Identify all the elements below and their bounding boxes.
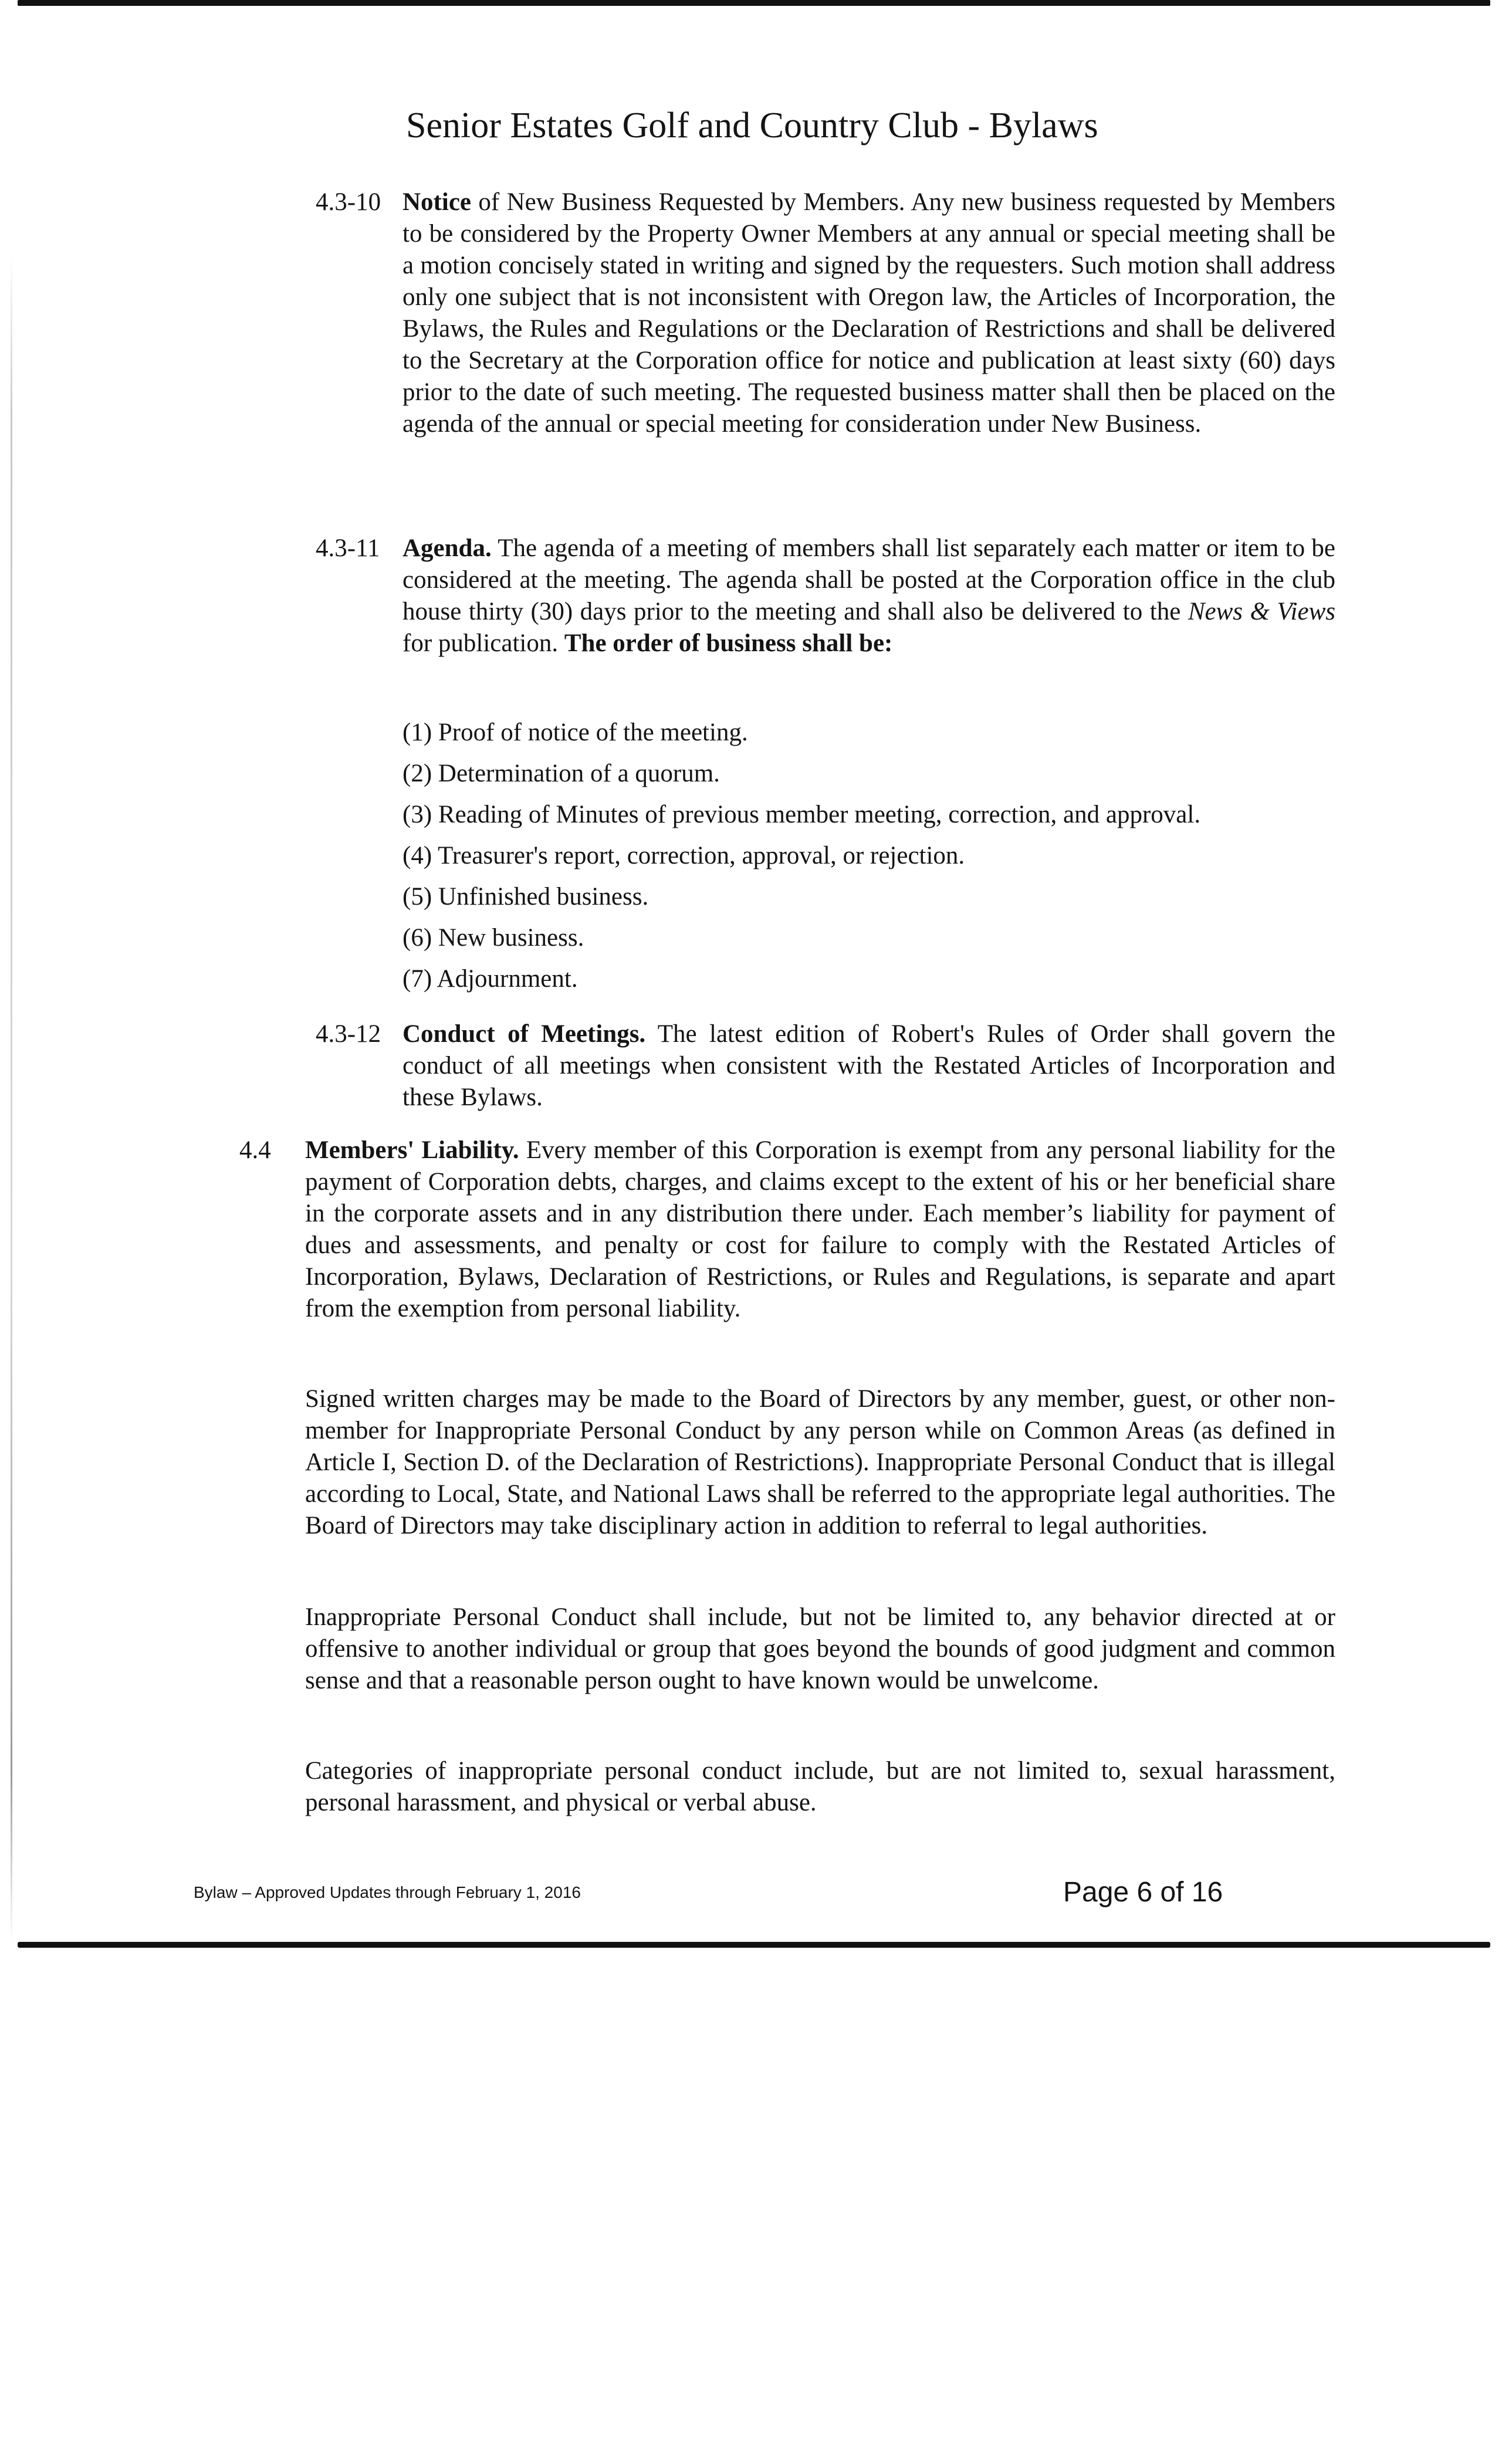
section-4-3-12-paragraph: [402, 1018, 1335, 1113]
conduct-categories-paragraph: Categories of inappropriate personal conduct include, but are not limited to, sexual harassment, personal harassment, and physical or verbal abuse.: [305, 1757, 1335, 1816]
section-4-4-text: Every member of this Corporation is exempt from any personal liability for the payment of Corporation debts, charges, and claims except to the extent of his or her beneficial share in the corporate assets and in any distribution there under. Each member’s liability for payment of dues and assessments, and penalty or cost for failure to comply with the Restated Articles of Incorporation, Bylaws, Declaration of Restrictions, or Rules and Regulations, is separate and apart from the exemption from personal liability.: [305, 1136, 1335, 1322]
list-item: (7) Adjournment.: [402, 965, 578, 993]
section-4-3-11-paragraph: [402, 533, 1335, 659]
section-number-4-3-11: 4.3-11: [316, 534, 380, 562]
charges-paragraph: Signed written charges may be made to the Board of Directors by any member, guest, or other non-member for Inappropriate Personal Conduct by any person while on Common Areas (as defined in Article I, Section D. of the Declaration of Restrictions). Inappropriate Personal Conduct that is illegal according to Local, State, and National Laws shall be referred to the appropriate legal authorities. The Board of Directors may take disciplinary action in addition to referral to legal authorities.: [305, 1385, 1335, 1539]
list-item: (2) Determination of a quorum.: [402, 760, 720, 787]
section-4-3-10-paragraph: [402, 187, 1335, 440]
section-4-3-11-heading: Agenda.: [402, 534, 492, 562]
section-number-4-3-10: 4.3-10: [316, 188, 381, 216]
page-title: Senior Estates Golf and Country Club - Bylaws: [406, 106, 1098, 145]
section-4-3-11-text: The agenda of a meeting of members shall list separately each matter or item to be considered at the meeting. The agenda shall be posted at the Corporation office in the club house thirty (30) days prior to the meeting and shall also be delivered to the: [402, 534, 1335, 625]
section-number-4-4: 4.4: [239, 1136, 271, 1164]
scan-edge-left: [11, 252, 12, 1942]
section-4-4-paragraph: [305, 1135, 1335, 1325]
section-4-3-10-text: of New Business Requested by Members. Any new business requested by Members to be considered by the Property Owner Members at any annual or special meeting shall be a motion concisely stated in writing and signed by the requesters. Such motion shall address only one subject that is not inconsistent with Oregon law, the Articles of Incorporation, the Bylaws, the Rules and Regulations or the Declaration of Restrictions and shall be delivered to the Secretary at the Corporation office for notice and publication at least sixty (60) days prior to the date of such meeting. The requested business matter shall then be placed on the agenda of the annual or special meeting for consideration under New Business.: [402, 188, 1335, 438]
section-number-4-3-12: 4.3-12: [316, 1020, 381, 1048]
section-4-3-10-heading: Notice: [402, 188, 471, 216]
list-item: (3) Reading of Minutes of previous member meeting, correction, and approval.: [402, 801, 1201, 828]
section-4-3-11-text-after: for publication.: [402, 629, 564, 657]
page-number: Page 6 of 16: [1063, 1877, 1223, 1908]
scan-edge-bottom: [18, 1942, 1490, 1948]
publication-name: News & Views: [1188, 598, 1335, 625]
order-of-business-heading: The order of business shall be:: [564, 629, 893, 657]
footer-revision-note: Bylaw – Approved Updates through February 1, 2016: [194, 1883, 581, 1901]
list-item: (4) Treasurer's report, correction, approval, or rejection.: [402, 842, 965, 869]
section-4-3-12-heading: Conduct of Meetings.: [402, 1020, 646, 1048]
conduct-definition-paragraph: Inappropriate Personal Conduct shall include, but not be limited to, any behavior directed at or offensive to another individual or group that goes beyond the bounds of good judgment and common sense and that a reasonable person ought to have known would be unwelcome.: [305, 1603, 1335, 1694]
scan-edge-top: [18, 0, 1490, 6]
section-4-3-12-text: The latest edition of Robert's Rules of Order shall govern the conduct of all meetings when consistent with the Restated Articles of Incorporation and these Bylaws.: [402, 1020, 1335, 1111]
section-4-4-heading: Members' Liability.: [305, 1136, 519, 1164]
list-item: (1) Proof of notice of the meeting.: [402, 719, 748, 746]
list-item: (6) New business.: [402, 924, 584, 952]
list-item: (5) Unfinished business.: [402, 883, 649, 911]
